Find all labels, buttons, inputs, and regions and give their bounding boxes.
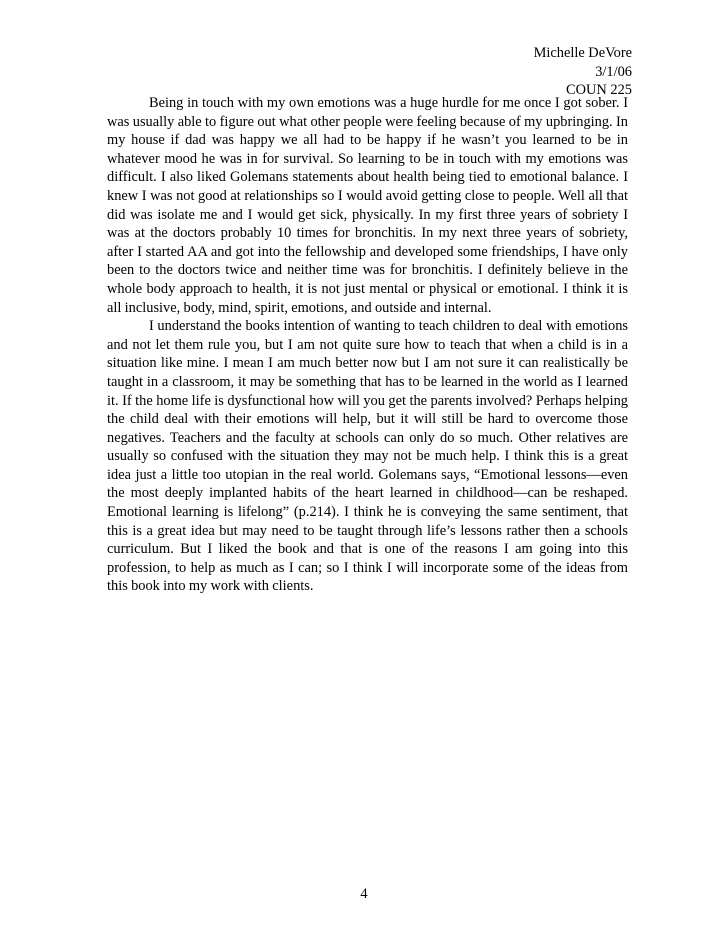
paragraph-2: I understand the books intention of wanting to teach children to deal with emotions and not let them rule you, but I am not quite sure how to teach that when a child is in a situation like mine. I mean I am much better now but I am not sure it can realistically be taught in a classroom, it may be something that has to be learned in the world as I learned it. If the home life is dysfunctional how will you get the parents involved? Perhaps helping the child deal with their emotions will help, but it will still be hard to overcome those negatives. Teachers and the faculty at schools can only do so much. Other relatives are usually so confused with the situation they may not be much help. I think this is a great idea just a little too utopian in the real world. Golemans says, “Emotional lessons—even the most deeply implanted habits of the heart learned in childhood—can be reshaped. Emotional learning is lifelong” (p.214). I think he is conveying the same sentiment, that this is a great idea but may need to be taught through life’s lessons rather then a schools curriculum. But I liked the book and that is one of the reasons I am going into this profession, to help as much as I can; so I think I will incorporate some of the ideas from this book into my work with clients. xyxy=(107,318,628,595)
page-number: 4 xyxy=(360,886,368,902)
author-name: Michelle DeVore xyxy=(533,45,632,61)
course-code: COUN 225 xyxy=(566,82,632,99)
body-text xyxy=(107,94,628,596)
header-block xyxy=(534,44,632,100)
paragraph-1: Being in touch with my own emotions was a huge hurdle for me once I got sober. I was usually able to figure out what other people were feeling because of my upbringing. In my house if dad was happy we all had to be happy if he wasn’t you learned to be in whatever mood he was in for survival. So learning to be in touch with my emotions was difficult. I also liked Golemans statements about health being tied to emotional balance. I knew I was not good at relationships so I would avoid getting close to people. Well all that did was isolate me and I would get sick, physically. In my first three years of sobriety I was at the doctors probably 10 times for bronchitis. In my next three years of sobriety, after I started AA and got into the fellowship and developed some friendships, I have only been to the doctors twice and neither time was for bronchitis. I definitely believe in the whole body approach to health, it is not just mental or physical or emotional. I think it is all inclusive, body, mind, spirit, emotions, and outside and internal. xyxy=(107,95,628,316)
document-date: 3/1/06 xyxy=(595,63,632,80)
